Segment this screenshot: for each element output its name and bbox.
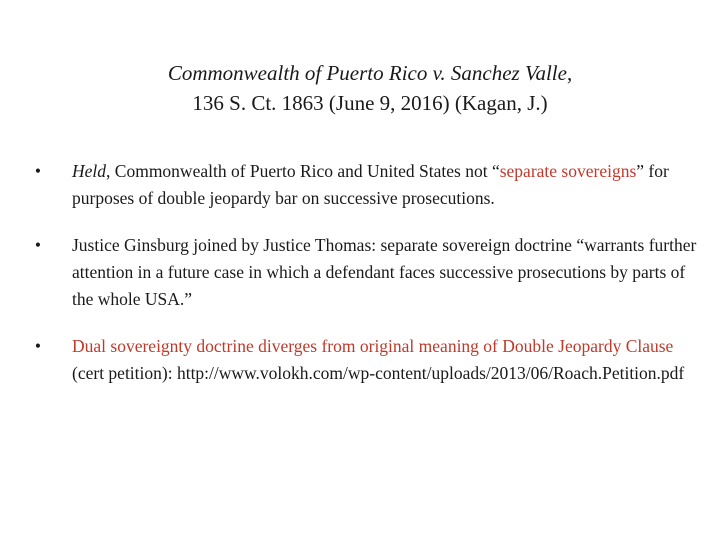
case-citation: 136 S. Ct. 1863 (June 9, 2016) (Kagan, J.)	[192, 91, 548, 115]
bullet-dot-icon: •	[34, 336, 42, 356]
held-label: Held	[72, 161, 107, 181]
petition-link-text[interactable]: (cert petition): http://www.volokh.com/wp-content/uploads/2013/06/Roach.Petition.pdf	[72, 363, 685, 383]
petition-highlight: Dual sovereignty doctrine diverges from original meaning of Double Jeopardy Clause	[72, 336, 674, 356]
bullet-item-petition	[28, 333, 698, 387]
slide-title	[60, 58, 680, 118]
bullet-item-concurrence	[28, 232, 698, 313]
title-comma: ,	[566, 61, 573, 85]
title-line-1	[60, 58, 680, 88]
holding-text-a: , Commonwealth of Puerto Rico and United States not “	[106, 161, 500, 181]
bullet-item-holding	[28, 158, 698, 212]
holding-highlight: separate sovereigns	[499, 161, 637, 181]
bullet-list	[28, 158, 698, 407]
holding-text-b: ” for purposes of double jeopardy bar on successive prosecutions.	[72, 161, 669, 208]
concurrence-text: Justice Ginsburg joined by Justice Thomas: separate sovereign doctrine “warrants further attention in a future case in which a defendant faces successive prosecutions by parts of the whole USA.”	[72, 235, 697, 309]
case-name: Commonwealth of Puerto Rico v. Sanchez Valle	[167, 61, 567, 85]
bullet-dot-icon: •	[34, 161, 42, 181]
bullet-dot-icon: •	[34, 235, 42, 255]
